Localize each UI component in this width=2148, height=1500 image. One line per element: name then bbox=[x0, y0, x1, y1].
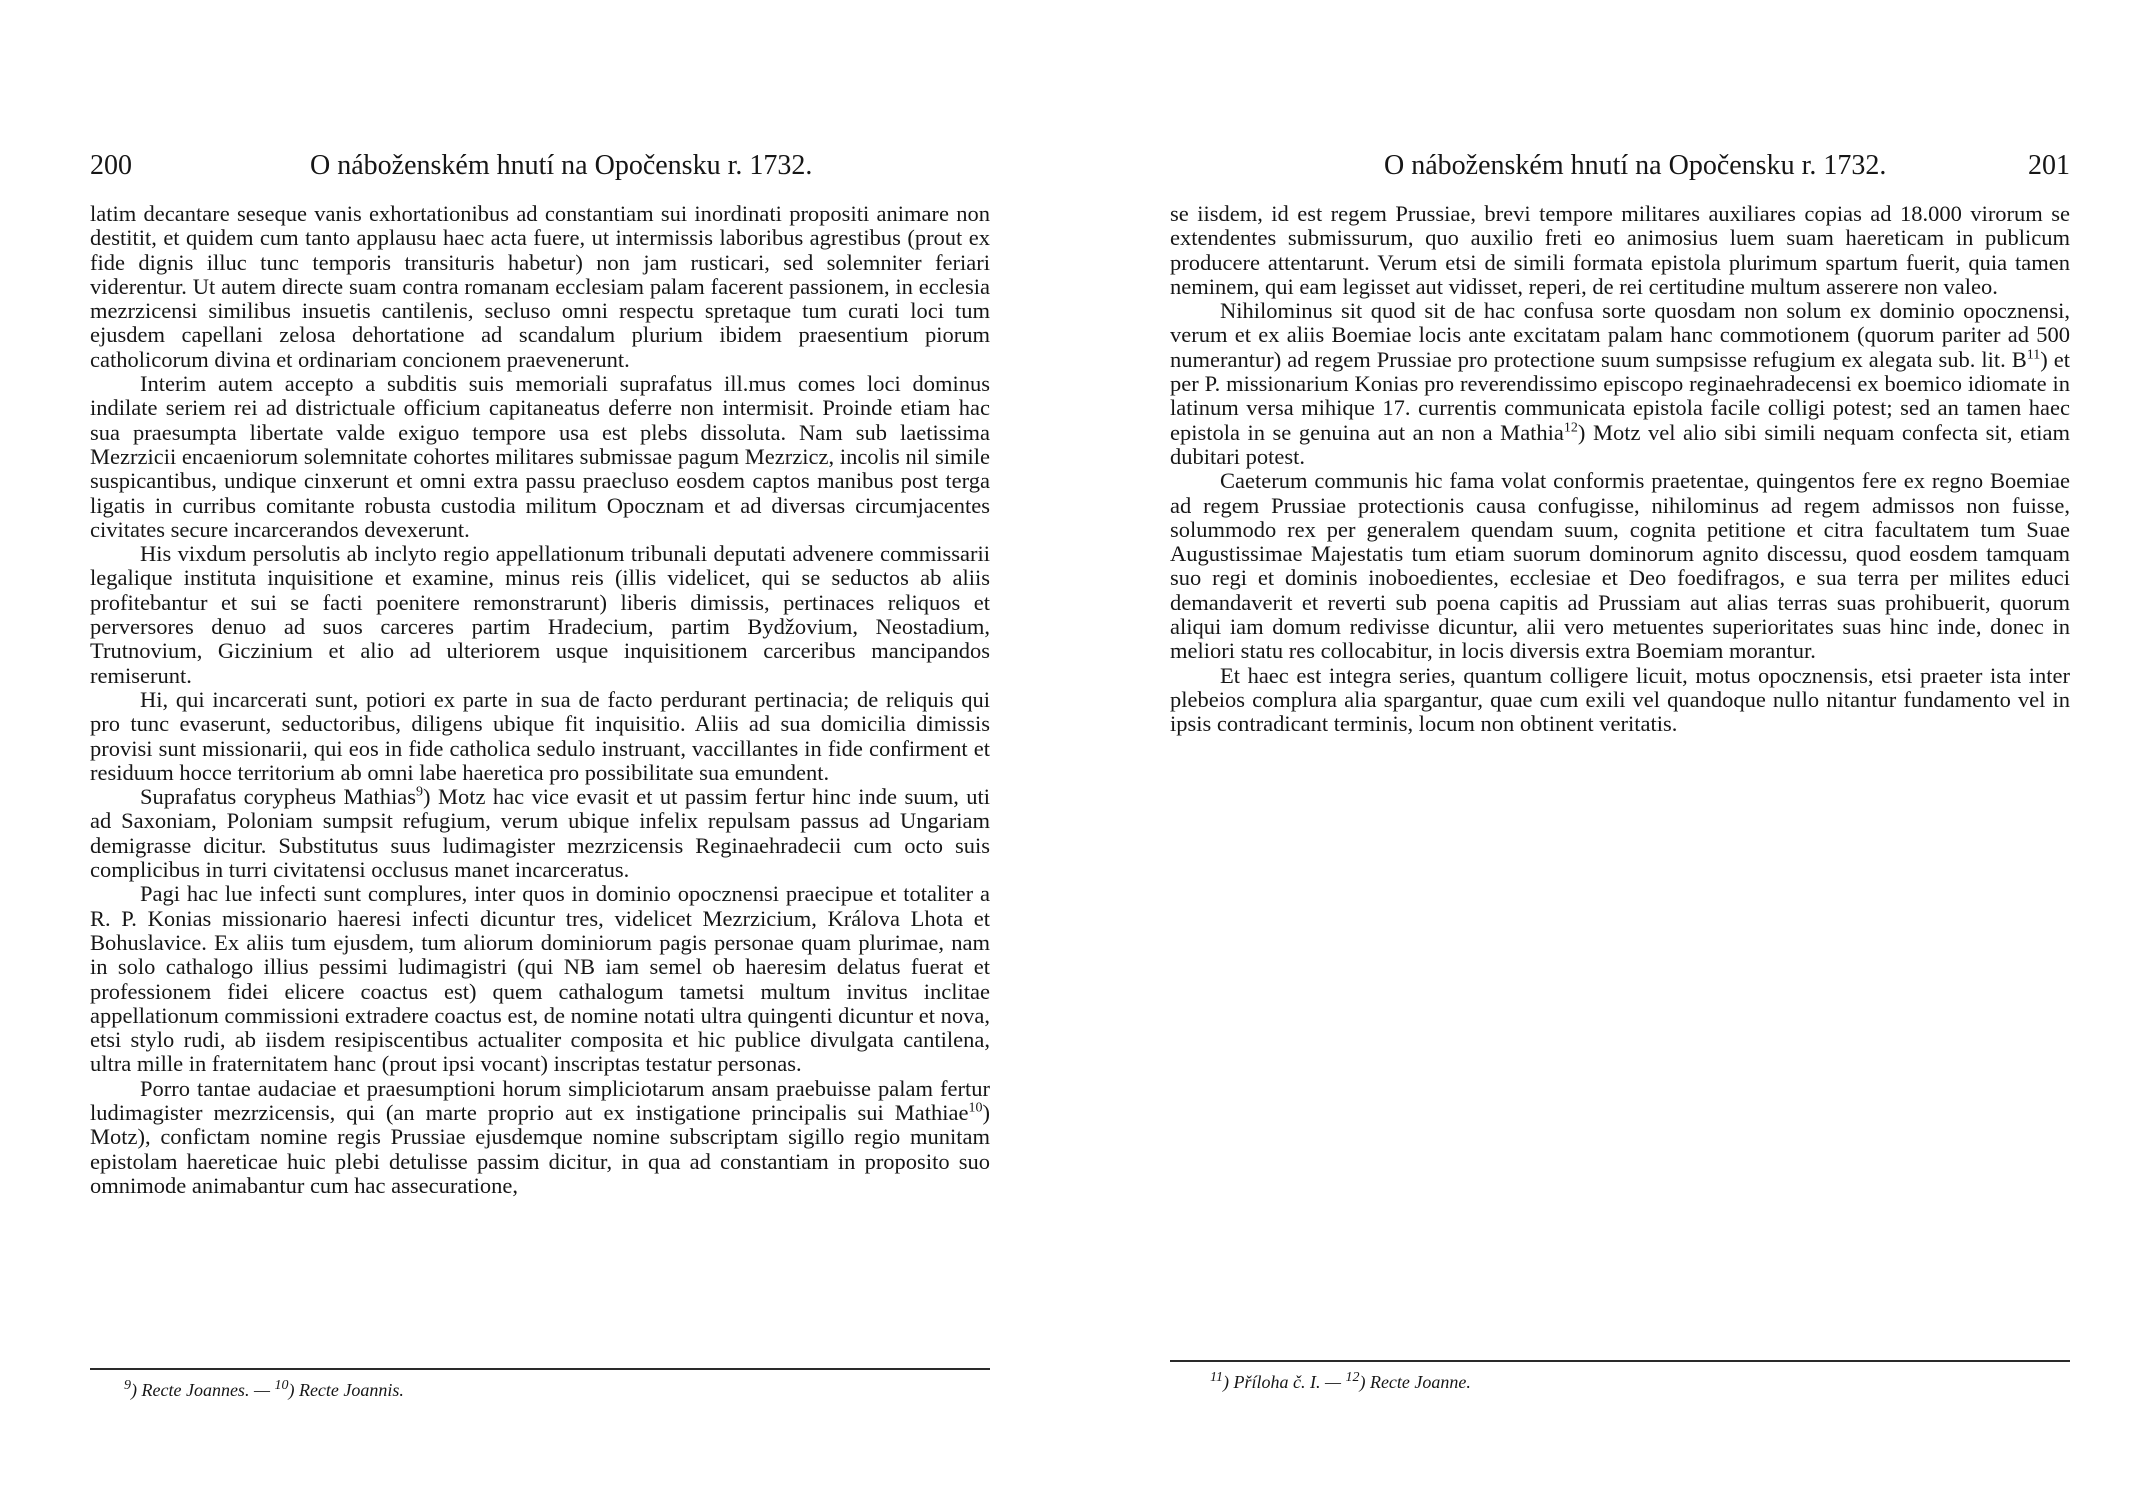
footnote-divider bbox=[1170, 1360, 2070, 1362]
right-page-body bbox=[1170, 202, 2070, 737]
page-number: 201 bbox=[2028, 150, 2070, 181]
paragraph: Caeterum communis hic fama volat conformis praetentae, quingentos fere ex regno Boemiae ad regem Prussiae protectionis causa confugisse, nihilominus ad regem admissos non fuisse, solummodo rex per generalem quendam suum, cognita petitione et citra facultatem tum Suae Augustissimae Majestatis tum etiam suorum dominorum agnito discessu, quod eosdem tamquam suo regi et dominis inoboedientes, ecclesiae et Deo foedifragos, e sua terra per milites educi demandaverit et reverti sub poena capitis ad Prussiam aut alias terras suas prohibuerit, quorum aliqui iam domum redivisse dicuntur, alii vero metuentes superioritates suas hinc inde, donec in meliori statu res collocabitur, in locis diversis extra Boemiam morantur. bbox=[1170, 468, 2070, 664]
paragraph: His vixdum persolutis ab inclyto regio appellationum tribunali deputati advenere commissarii legalique instituta inquisitione et examine, minus reis (illis videlicet, qui se seductos ab aliis profitebantur et sui se facti poenitere remonstrarunt) liberis dimissis, pertinaces reliquos et perversores denuo ad suos carceres partim Hradecium, partim Bydžovium, Neostadium, Trutnovium, Giczinium et alio ad ulteriorem usque inquisitionem carceribus mancipandos remiserunt. bbox=[90, 541, 990, 688]
running-title: O náboženském hnutí na Opočensku r. 1732. bbox=[310, 150, 813, 181]
page-number: 200 bbox=[90, 150, 132, 181]
paragraph: Suprafatus corypheus Mathias$^9$) Motz hac vice evasit et ut passim fertur hinc inde suum, uti ad Saxoniam, Poloniam sumpsit refugium, verum ubique infelix repulsam passus ad Ungariam demigrasse dicitur. Substitutus suus ludimagister mezrzicensis Reginaehradecii cum octo suis complicibus in turri civitatensi occlusus manet incarceratus. bbox=[90, 784, 990, 883]
left-page-body bbox=[90, 202, 990, 1198]
paragraph: se iisdem, id est regem Prussiae, brevi tempore militares auxiliares copias ad 18.000 virorum se extendentes submissurum, quo auxilio freti eo animosius luem suam haereticam in publicum producere attentarunt. Verum etsi de simili formata epistola plurimum spartum fuerit, quia tamen neminem, qui eam legisset aut vidisset, reperi, de rei certitudine multum asserere non valeo. bbox=[1170, 201, 2070, 299]
paragraph: Pagi hac lue infecti sunt complures, inter quos in dominio opocznensi praecipue et totaliter a R. P. Konias missionario haeresi infecti dicuntur tres, videlicet Mezrzicium, Králova Lhota et Bohuslavice. Ex aliis tum ejusdem, tum aliorum dominiorum pagis personae quam plurimae, nam in solo cathalogo illius pessimi ludimagistri (qui NB iam semel ob haeresim delatus fuerat et professionem fidei elicere coactus est) quem cathalogum tametsi multum invitus inclitae appellationum commissioni extradere coactus est, de nomine notati ultra quingenti dicuntur et nova, etsi stylo rudi, ab iisdem resipiscentibus actualiter composita et hic publice divulgata cantilena, ultra mille in fraternitatem hanc (prout ipsi vocant) inscriptas testatur personas. bbox=[90, 881, 990, 1077]
paragraph: Hi, qui incarcerati sunt, potiori ex parte in sua de facto perdurant pertinacia; de reliquis qui pro tunc evaserunt, seductoribus, diligens ubique fit inquisitio. Aliis ad sua domicilia dimissis provisi sunt missionarii, qui eos in fide catholica sedulo instruant, vaccillantes in fide confirment et residuum hocce territorium ab omni labe haeretica pro possibilitate sua emundent. bbox=[90, 686, 990, 785]
left-page-header bbox=[90, 150, 990, 190]
paragraph: Interim autem accepto a subditis suis memoriali suprafatus ill.mus comes loci dominus indilate seriem rei ad districtuale officium capitaneatus deferre non intermisit. Proinde etiam hac sua praesumpta libertate valde exiguo tempore usa est plebs dissoluta. Nam sub laetissima Mezrzicii encaeniorum solemnitate cohortes militares submissae pagum Mezrzicz, incolis nil simile suspicantibus, undique cinxerunt et omni extra passu praecluso eosdem captos manibus post terga ligatis in curribus comitante robusta custodia militum Opocznam et ad diversas circumjacentes civitates secure incarcerandos devexerunt. bbox=[90, 371, 990, 542]
footnotes: $^9$) Recte Joannes. — $^{10}$) Recte Joannis. bbox=[124, 1378, 404, 1400]
right-page-header bbox=[1170, 150, 2070, 190]
footnotes: $^{11}$) Příloha č. I. — $^{12}$) Recte Joanne. bbox=[1210, 1370, 1471, 1392]
paragraph: Nihilominus sit quod sit de hac confusa sorte quosdam non solum ex dominio opocznensi, verum et ex aliis Boemiae locis ante excitatam palam hanc commotionem (quorum pariter ad 500 numerantur) ad regem Prussiae pro protectione suum sumpsisse refugium ex alegata sub. lit. $B^{11}$) et per P. missionarium Konias pro reverendissimo episcopo reginaehradecensi ex boemico idiomate in latinum versa mihique 17. currentis communicata epistola facile colligi potest; sed an tamen haec epistola in se genuina aut an non a Mathia$^{12}$) Motz vel alio sibi simili nequam confecta sit, etiam dubitari potest. bbox=[1170, 298, 2070, 469]
right-page bbox=[1170, 0, 2070, 1500]
running-title: O náboženském hnutí na Opočensku r. 1732. bbox=[1384, 150, 1887, 181]
footnote-divider bbox=[90, 1368, 990, 1370]
paragraph: Porro tantae audaciae et praesumptioni horum simpliciotarum ansam praebuisse palam fertur ludimagister mezrzicensis, qui (an marte proprio aut ex instigatione principalis sui Mathiae$^{10}$) Motz), confictam nomine regis Prussiae ejusdemque nomine subscriptam sigillo regio munitam epistolam haereticae huic plebi detulisse passim dicitur, in qua ad constantiam in proposito suo omnimode animabantur cum hac assecuratione, bbox=[90, 1075, 990, 1198]
paragraph: Et haec est integra series, quantum colligere licuit, motus opocznensis, etsi praeter ista inter plebeios complura alia spargantur, quae cum exili vel quandoque nullo nitantur fundamento vel in ipsis contradicant terminis, locum non obtinent veritatis. bbox=[1170, 662, 2070, 737]
paragraph: latim decantare seseque vanis exhortationibus ad constantiam sui inordinati propositi animare non destitit, et quidem cum tanto applausu haec acta fuere, ut intermissis laboribus agrestibus (prout ex fide dignis illuc tunc temporis transituris habetur) non jam rusticari, sed solemniter feriari viderentur. Ut autem directe suam contra romanam ecclesiam palam facerent passionem, in ecclesia mezrzicensi similibus insuetis cantilenis, secluso omni respectu spretaque tum curati loci tum ejusdem capellani zelosa dehortatione ad scandalum plurium ibidem praesentium piorum catholicorum divina et ordinariam concionem praevenerunt. bbox=[90, 201, 990, 372]
left-page bbox=[90, 0, 990, 1500]
